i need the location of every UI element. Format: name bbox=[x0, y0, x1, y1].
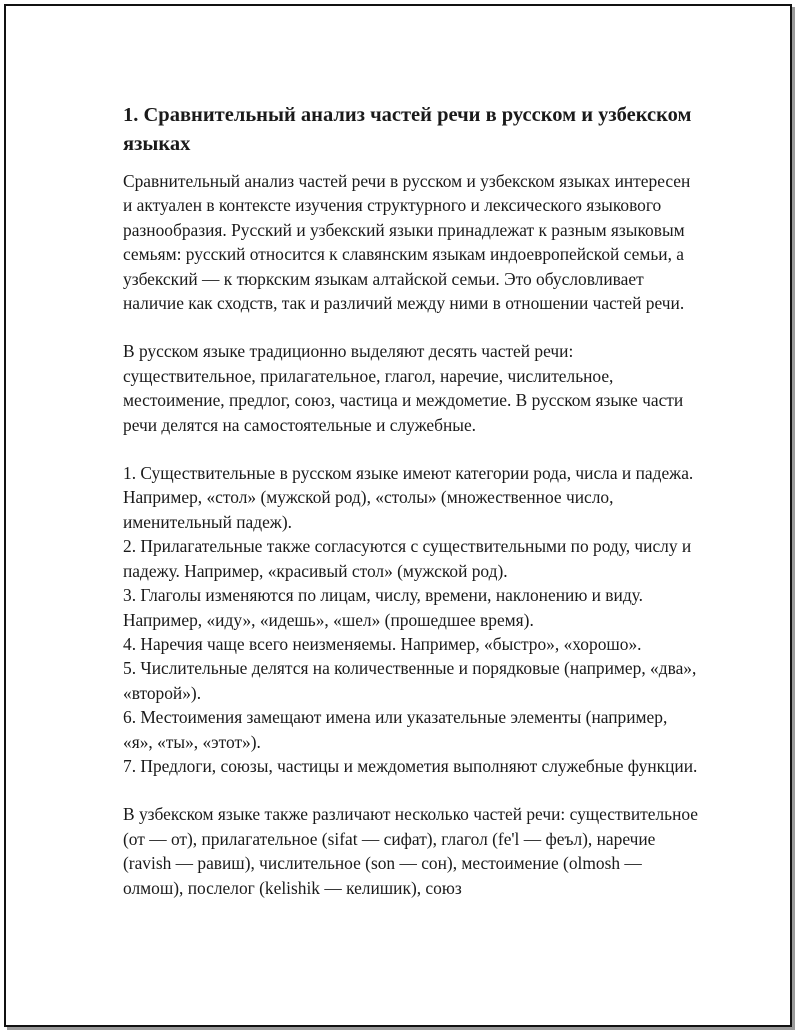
document-page bbox=[4, 4, 792, 1027]
document-body bbox=[123, 101, 698, 924]
list-item: 4. Наречия чаще всего неизменяемы. Например, «быстро», «хорошо». bbox=[123, 633, 642, 654]
section-heading: 1. Сравнительный анализ частей речи в русском и узбекском языках bbox=[123, 104, 692, 155]
intro-paragraph: Сравнительный анализ частей речи в русском и узбекском языках интересен и актуален в контексте изучения структурного и лексического языкового разнообразия. Русский и узбекский языки принадлежат к разным языковым семьям: русский относится к славянским языкам индоевропейской семьи, а узбекский — к тюркским языкам алтайской семьи. Это обусловливает наличие как сходств, так и различий между ними в отношении частей речи. bbox=[123, 171, 691, 314]
list-item: 6. Местоимения замещают имена или указательные элементы (например, «я», «ты», «этот»). bbox=[123, 707, 668, 752]
russian-parts-list bbox=[123, 461, 698, 778]
list-item: 3. Глаголы изменяются по лицам, числу, времени, наклонению и виду. Например, «иду», «идешь», «шел» (прошедшее время). bbox=[123, 585, 643, 630]
list-item: 5. Числительные делятся на количественные и порядковые (например, «два», «второй»). bbox=[123, 658, 697, 703]
uzbek-parts-paragraph: В узбекском языке также различают несколько частей речи: существительное (от — от), прилагательное (sifat — сифат), глагол (fe'l — феъл), наречие (ravish — равиш), числительное (son — сон), местоимение (olmosh — олмош), послелог (kelishik — келишик), союз bbox=[123, 804, 699, 898]
list-item: 2. Прилагательные также согласуются с существительными по роду, числу и падежу. Например, «красивый стол» (мужской род). bbox=[123, 536, 692, 581]
russian-parts-paragraph: В русском языке традиционно выделяют десять частей речи: существительное, прилагательное, глагол, наречие, числительное, местоимение, предлог, союз, частица и междометие. В русском языке части речи делятся на самостоятельные и служебные. bbox=[123, 341, 684, 435]
list-item: 7. Предлоги, союзы, частицы и междометия выполняют служебные функции. bbox=[123, 755, 698, 776]
list-item: 1. Существительные в русском языке имеют категории рода, числа и падежа. Например, «стол» (мужской род), «столы» (множественное число, именительный падеж). bbox=[123, 463, 694, 532]
